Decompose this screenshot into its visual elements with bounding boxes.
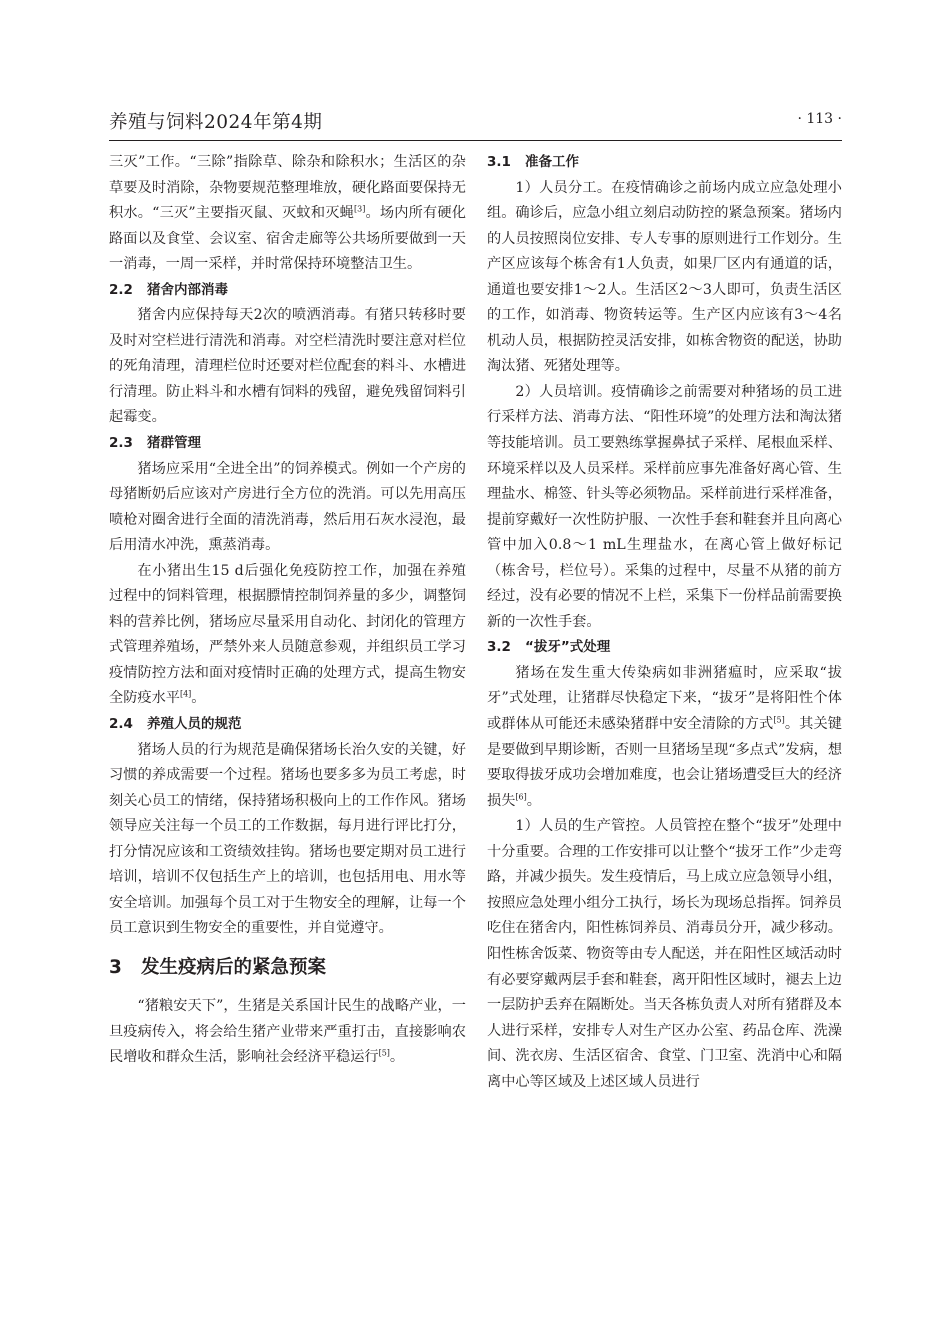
paragraph-3: “猪粮安天下”，生猪是关系国计民生的战略产业，一旦疫病传入，将会给生猪产业带来严重打击，直接影响农民增收和群众生活，影响社会经济平稳运行[5]。 [109,997,466,1066]
section-heading-2-3: 2.3 猪群管理 [109,435,201,452]
citation[interactable]: [4] [179,689,192,699]
citation[interactable]: [5] [378,1048,390,1058]
left-column [109,150,466,1071]
page-number: · 113 · [797,111,842,127]
right-column [487,150,842,1095]
citation[interactable]: [5] [773,715,785,725]
section-heading-3: 3 发生疫病后的紧急预案 [109,956,327,978]
paragraph-2-3-a: 猪场应采用“全进全出”的饲养模式。例如一个产房的母猪断奶后应该对产房进行全方位的洗消。可以先用高压喷枪对圈舍进行全面的清洗消毒，然后用石灰水浸泡，最后用清水冲洗，熏蒸消毒。 [109,460,466,554]
paragraph-2-3-b: 在小猪出生15 d后强化免疫防控工作，加强在养殖过程中的饲料管理，根据膘情控制饲养量的多少，调整饲料的营养比例，猪场应尽量采用自动化、封闭化的管理方式管理养殖场，严禁外来人员随意参观，并组织员工学习疫情防控方法和面对疫情时正确的处理方式，提高生物安全防疫水平[4]。 [109,562,466,707]
citation[interactable]: [6] [515,791,527,801]
section-heading-2-2: 2.2 猪舍内部消毒 [109,281,228,298]
paragraph-3-1-b: 2）人员培训。疫情确诊之前需要对种猪场的员工进行采样方法、消毒方法、“阳性环境”的处理方法和淘汰猪等技能培训。员工要熟练掌握鼻拭子采样、尾根血采样、环境采样以及人员采样。采样前应事先准备好离心管、生理盐水、棉签、针头等必须物品。采样前进行采样准备，提前穿戴好一次性防护服、一次性手套和鞋套并且向离心管中加入0.8～1 mL生理盐水，在离心管上做好标记（栋舍号，栏位号）。采集的过程中，尽量不从猪的前方经过，没有必要的情况不上栏，采集下一份样品前需要换新的一次性手套。 [487,383,843,630]
paragraph-2-4: 猪场人员的行为规范是确保猪场长治久安的关键，好习惯的养成需要一个过程。猪场也要多多为员工考虑，时刻关心员工的情绪，保持猪场积极向上的工作作风。猪场领导应关注每一个员工的工作数据，每月进行评比打分，打分情况应该和工资绩效挂钩。猪场也要定期对员工进行培训，培训不仅包括生产上的培训，也包括用电、用水等安全培训。加强每个员工对于生物安全的理解，让每一个员工意识到生物安全的重要性，并自觉遵守。 [109,741,466,937]
paragraph-intro: 三灭”工作。“三除”指除草、除杂和除积水；生活区的杂草要及时消除，杂物要规范整理堆放，硬化路面要保持无积水。“三灭”主要指灭鼠、灭蚊和灭蝇[3]。场内所有硬化路面以及食堂、会议室、宿舍走廊等公共场所要做到一天一消毒，一周一采样，并时常保持环境整洁卫生。 [109,154,466,273]
journal-title: 养殖与饲料2024年第4期 [109,112,323,133]
paragraph-2-2: 猪舍内应保持每天2次的喷洒消毒。有猪只转移时要及时对空栏进行清洗和消毒。对空栏清洗时要注意对栏位的死角清理，清理栏位时还要对栏位配套的料斗、水槽进行清理。防止料斗和水槽有饲料的残留，避免残留饲料引起霉变。 [109,307,466,426]
paragraph-3-2-b: 1）人员的生产管控。人员管控在整个“拔牙”处理中十分重要。合理的工作安排可以让整个“拔牙工作”少走弯路，并减少损失。发生疫情后，马上成立应急领导小组，按照应急处理小组分工执行，场长为现场总指挥。饲养员吃住在猪舍内，阳性栋饲养员、消毒员分开，减少移动。阳性栋舍饭菜、物资等由专人配送，并在阳性区域活动时有必要穿戴两层手套和鞋套，离开阳性区域时，褪去上边一层防护丢弃在隔断处。当天各栋负责人对所有猪群及本人进行采样，安排专人对生产区办公室、药品仓库、洗澡间、洗衣房、生活区宿舍、食堂、门卫室、洗消中心和隔离中心等区域及上述区域人员进行 [487,818,843,1090]
paragraph-3-1-a: 1）人员分工。在疫情确诊之前场内成立应急处理小组。确诊后，应急小组立刻启动防控的紧急预案。猪场内的人员按照岗位安排、专人专事的原则进行工作划分。生产区应该每个栋舍有1人负责，如果厂区内有通道的话，通道也要安排1～2人。生活区2～3人即可，负责生活区的工作，如消毒、物资转运等。生产区内应该有3～4名机动人员，根据防控灵活安排，如栋舍物资的配送，协助淘汰猪、死猪处理等。 [487,179,842,375]
section-heading-3-2: 3.2 “拔牙”式处理 [487,639,611,656]
section-heading-2-4: 2.4 养殖人员的规范 [109,716,242,733]
paragraph-3-2-a: 猪场在发生重大传染病如非洲猪瘟时，应采取“拔牙”式处理，让猪群尽快稳定下来，“拔牙”是将阳性个体或群体从可能还未感染猪群中安全清除的方式[5]。其关键是要做到早期诊断，否则一旦猪场呈现“多点式”发病，想要取得拔牙成功会增加难度，也会让猪场遭受巨大的经济损失[6]。 [487,664,843,809]
citation[interactable]: [3] [353,204,366,214]
running-header [109,108,842,140]
header-rule [109,140,842,141]
section-heading-3-1: 3.1 准备工作 [487,154,579,170]
